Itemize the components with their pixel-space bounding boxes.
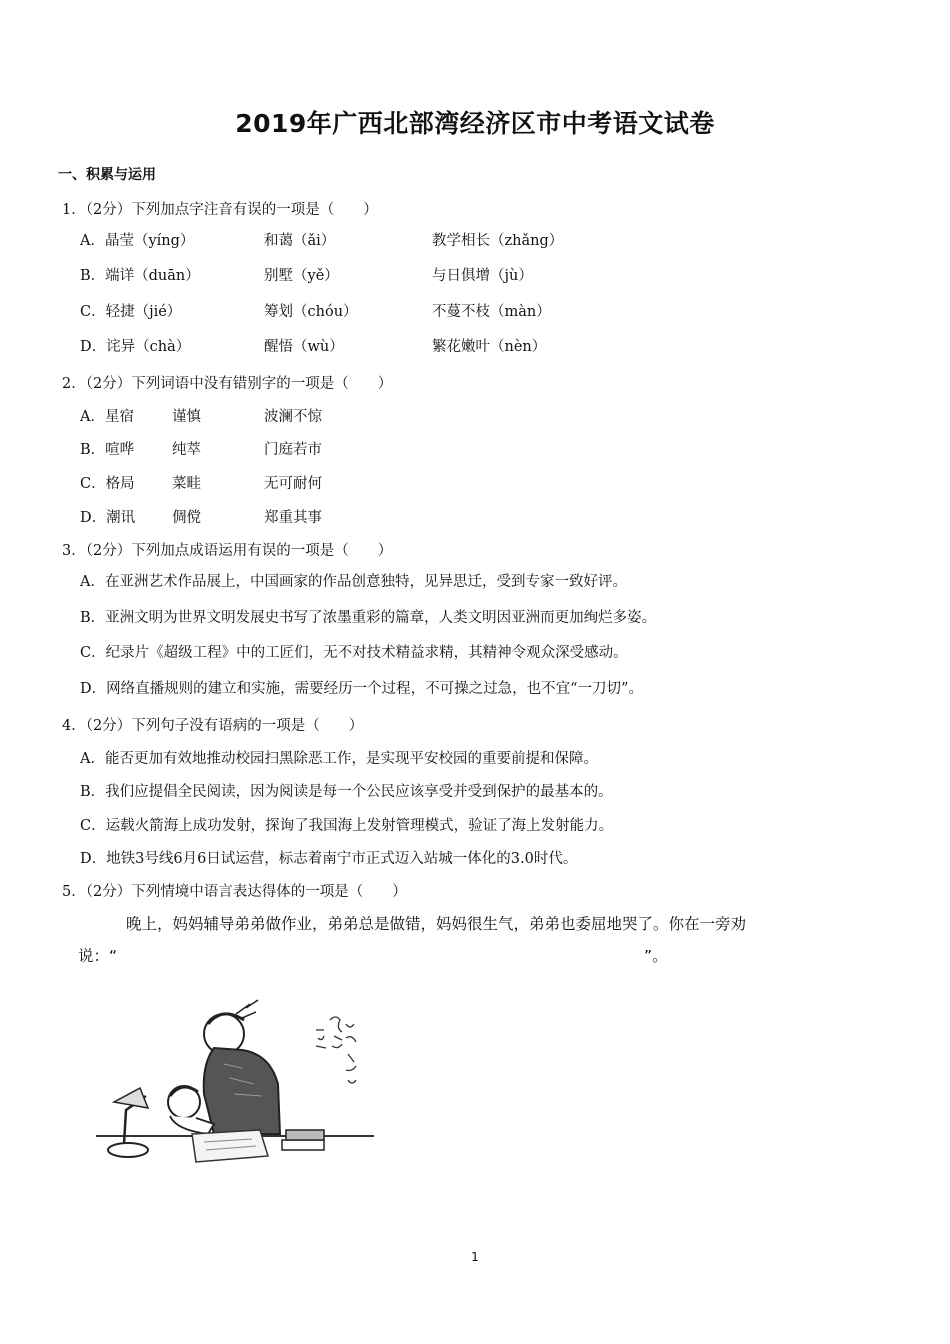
option-word-1: C．格局 [80,476,135,492]
option-word-2: 醒悟（wù） [264,339,344,355]
option-word-3: 郑重其事 [264,510,322,526]
option-word-1: D．诧异（chà） [80,339,191,355]
question-4-option-b[interactable]: B．我们应提倡全民阅读，因为阅读是每一个公民应该享受并受到保护的最基本的。 [80,784,613,800]
question-1-option-c[interactable] [80,300,551,321]
question-4-option-d[interactable]: D．地铁3号线6月6日试运营，标志着南宁市正式迈入站城一体化的3.0时代。 [80,851,578,867]
option-word-1: C．轻捷（jié） [80,304,182,320]
option-word-3: 与日俱增（jù） [432,268,533,284]
option-word-2: 纯萃 [172,442,201,458]
question-4-stem: 4．（2分）下列句子没有语病的一项是（ ） [62,718,364,734]
question-2-option-c[interactable] [80,472,322,493]
question-4-option-a[interactable]: A．能否更加有效地推动校园扫黑除恶工作，是实现平安校园的重要前提和保障。 [80,751,598,767]
question-3-stem: 3．（2分）下列加点成语运用有误的一项是（ ） [62,543,393,559]
question-1-option-b[interactable] [80,264,533,285]
option-word-2: 筹划（chóu） [264,304,358,320]
question-1-option-d[interactable] [80,335,546,356]
option-word-3: 无可耐何 [264,476,322,492]
option-word-1: D．潮讯 [80,510,136,526]
question-2-option-d[interactable] [80,506,322,527]
option-word-2: 菜畦 [172,476,201,492]
question-3-option-b[interactable]: B．亚洲文明为世界文明发展史书写了浓墨重彩的篇章，人类文明因亚洲而更加绚烂多姿。 [80,610,657,626]
option-word-3: 教学相长（zhǎng） [432,233,564,249]
section-heading: 一、积累与运用 [58,167,156,183]
question-3-option-a[interactable]: A．在亚洲艺术作品展上，中国画家的作品创意独特，见异思迁，受到专家一致好评。 [80,574,627,590]
question-1-option-a[interactable] [80,229,563,250]
question-5-scenario: 晚上，妈妈辅导弟弟做作业，弟弟总是做错，妈妈很生气，弟弟也委屈地哭了。你在一旁劝说：“ ”。 [78,915,747,965]
question-3-option-d[interactable]: D．网络直播规则的建立和实施，需要经历一个过程，不可操之过急，也不宜“一刀切”。 [80,681,643,697]
option-word-1: A．晶莹（yíng） [80,233,195,249]
question-2-stem: 2．（2分）下列词语中没有错别字的一项是（ ） [62,376,393,392]
page-title: 2019年广西北部湾经济区市中考语文试卷 [235,109,715,138]
question-2-option-a[interactable] [80,405,322,426]
option-word-2: 倜傥 [172,510,201,526]
option-word-3: 门庭若市 [264,442,322,458]
option-word-2: 和蔼（ǎi） [264,233,336,249]
option-word-2: 别墅（yě） [264,268,339,284]
option-word-1: B．喧哗 [80,442,135,458]
option-word-3: 繁花嫩叶（nèn） [432,339,547,355]
question-5-stem: 5．（2分）下列情境中语言表达得体的一项是（ ） [62,884,407,900]
page-number: 1 [471,1250,479,1264]
option-word-1: A．星宿 [80,409,134,425]
option-word-1: B．端详（duān） [80,268,200,284]
question-2-option-b[interactable] [80,438,322,459]
option-word-3: 不蔓不枝（màn） [432,304,551,320]
option-word-3: 波澜不惊 [264,409,322,425]
question-1-stem: 1．（2分）下列加点字注音有误的一项是（ ） [62,202,378,218]
question-3-option-c[interactable]: C．纪录片《超级工程》中的工匠们，无不对技术精益求精，其精神令观众深受感动。 [80,645,628,661]
option-word-2: 谨慎 [172,409,201,425]
question-4-option-c[interactable]: C．运载火箭海上成功发射，探询了我国海上发射管理模式，验证了海上发射能力。 [80,818,614,834]
mother-helping-child-sketch-icon [84,984,380,1180]
